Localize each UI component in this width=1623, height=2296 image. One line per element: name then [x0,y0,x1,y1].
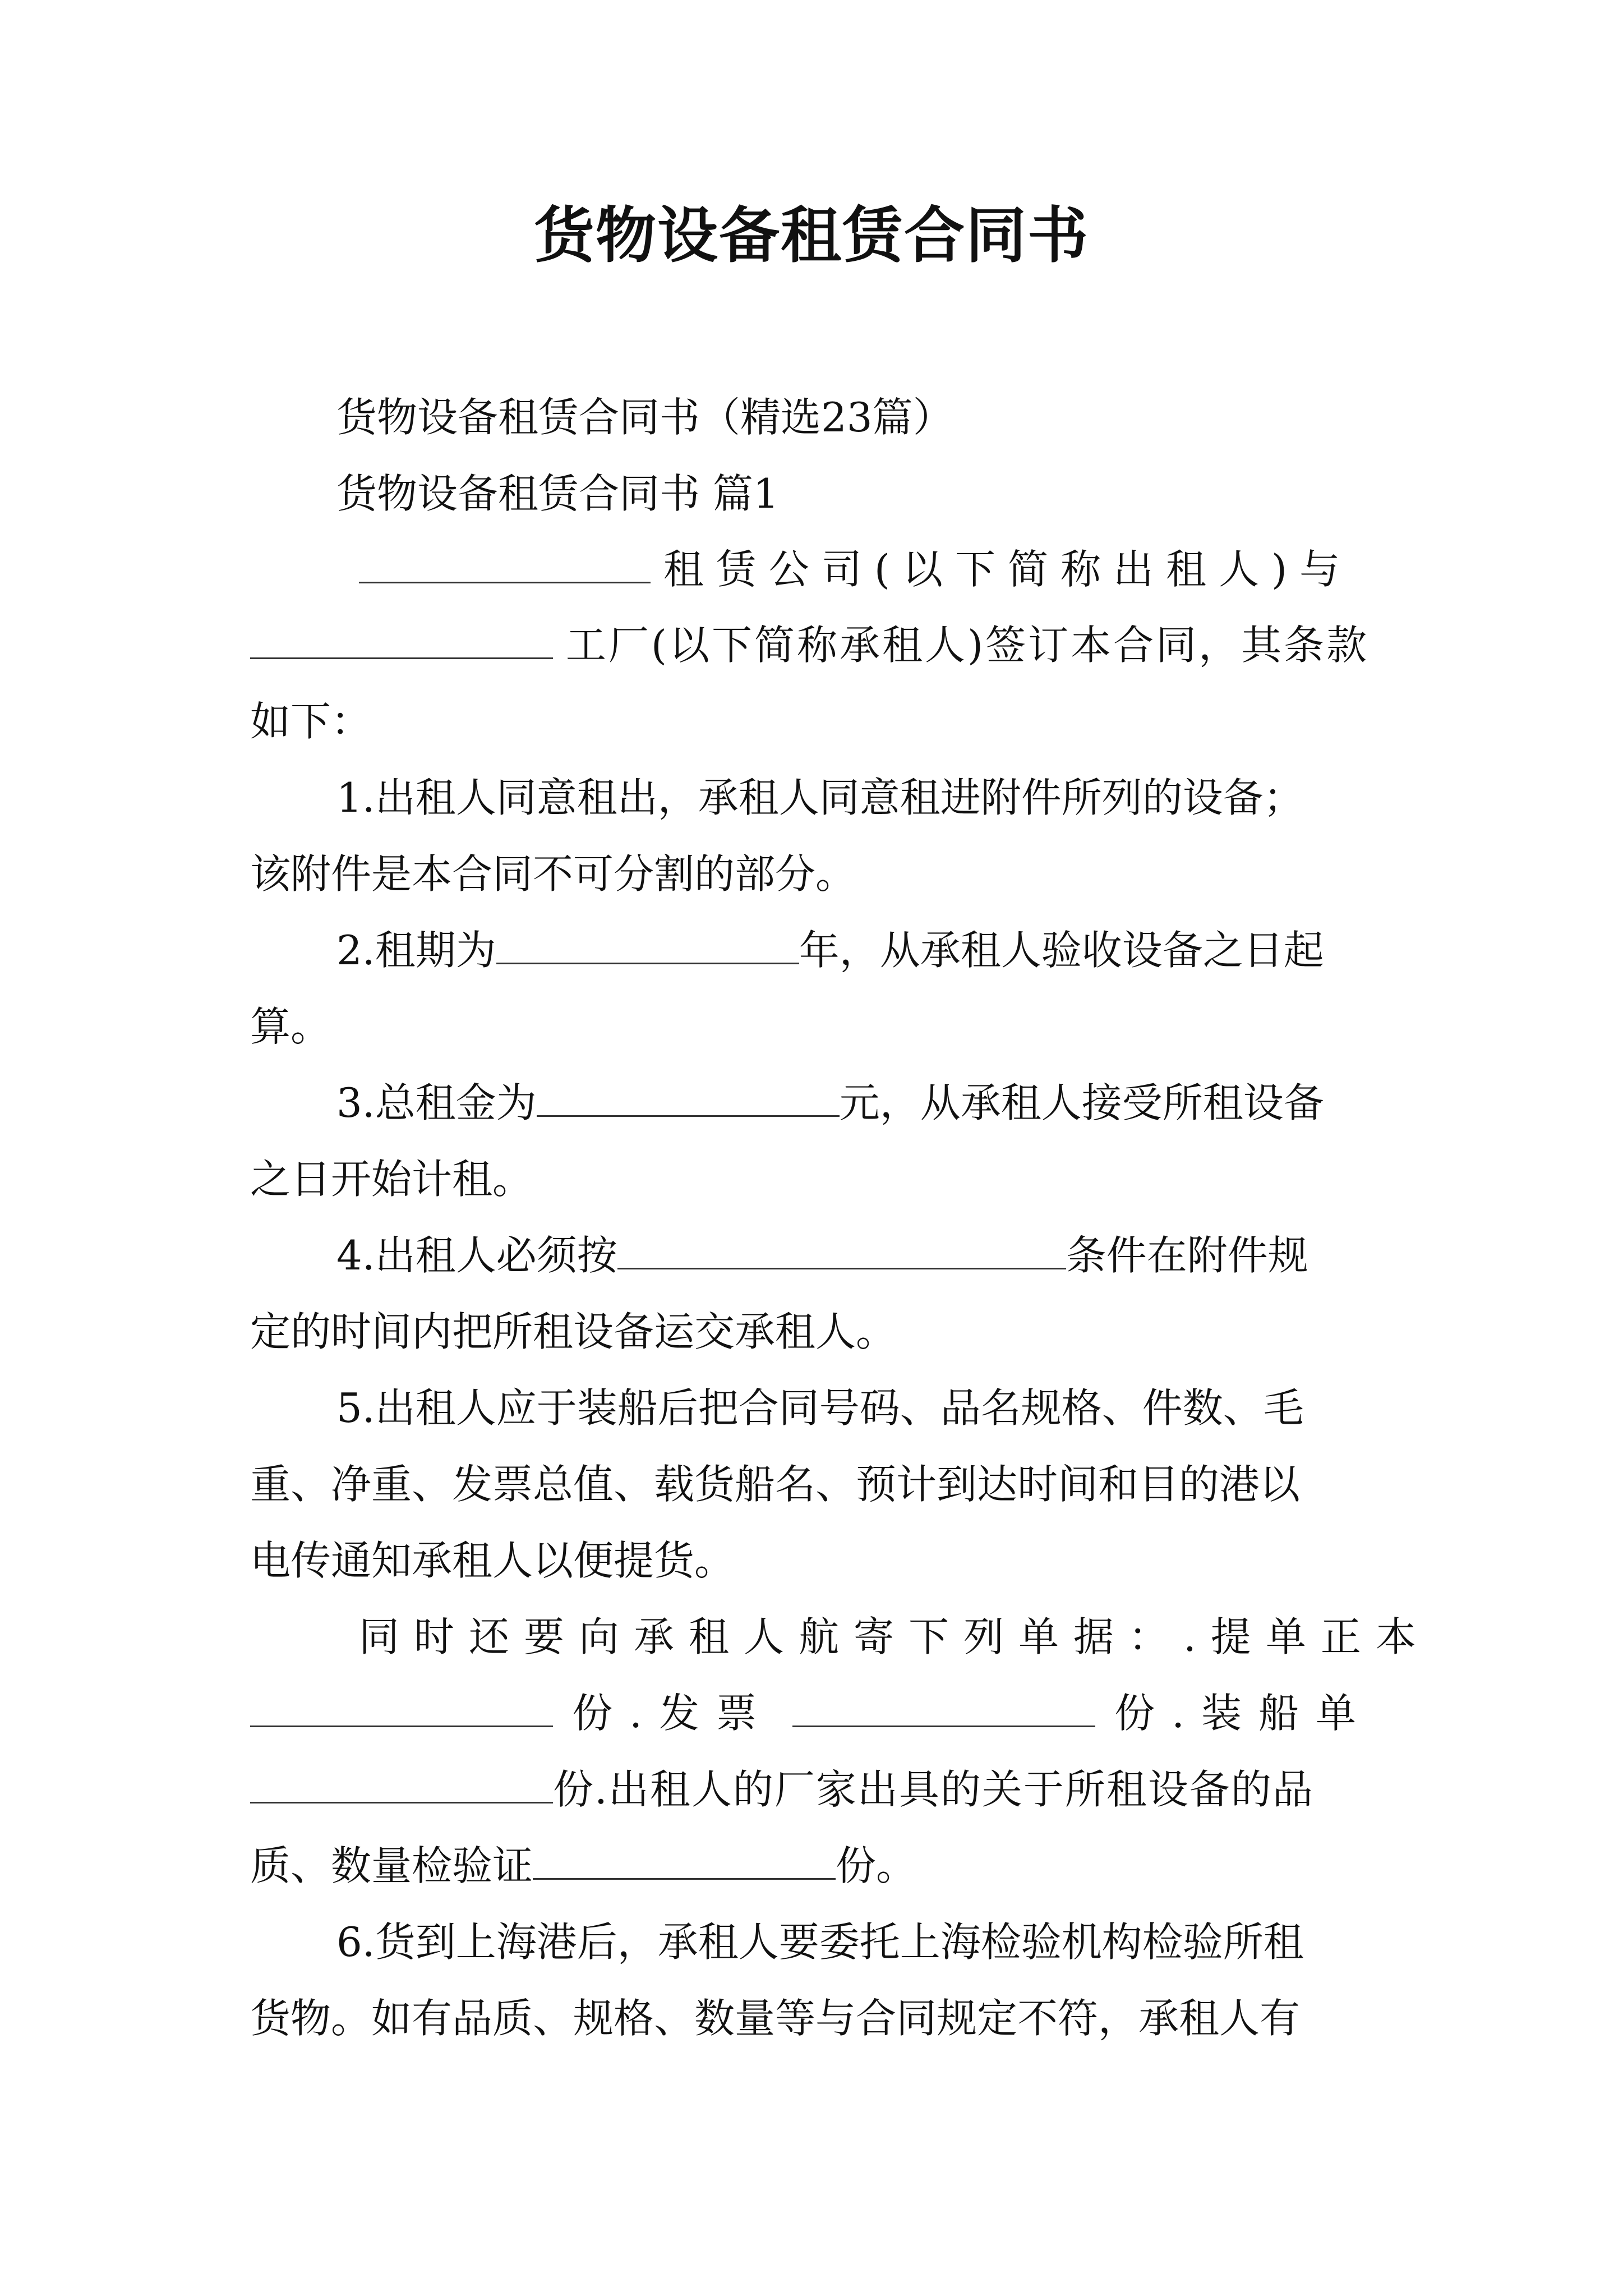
clause-2-prefix: 2.租期为 [336,927,496,974]
preamble-line-2 [250,617,1369,673]
clause-5-line-1: 5.出租人应于装船后把合同号码、品名规格、件数、毛 [336,1384,1304,1432]
document-title: 货物设备租赁合同书 [533,200,1089,271]
preamble-line-3: 如下： [250,698,372,745]
clause-4-prefix: 4.出租人必须按 [336,1232,617,1279]
documents-line-3-text: 份.出租人的厂家出具的关于所租设备的品 [553,1766,1314,1813]
clause-3-suffix: 元，从承租人接受所租设备 [839,1079,1324,1126]
document-subtitle: 货物设备租赁合同书（精选23篇） [336,394,953,441]
clause-2-line-1 [336,922,1324,978]
clause-3-prefix: 3.总租金为 [336,1079,537,1126]
documents-line-3 [250,1761,1314,1818]
blank-invoice-copies [792,1685,1095,1727]
blank-inspection-certificates [533,1838,836,1880]
clause-1-line-1: 1.出租人同意租出，承租人同意租进附件所列的设备； [336,774,1304,821]
clause-4-suffix: 条件在附件规 [1066,1232,1308,1279]
documents-line-2 [250,1685,1373,1741]
clause-5-line-2: 重、净重、发票总值、载货船名、预计到达时间和目的港以 [250,1461,1301,1508]
documents-line-4-suffix: 份。 [836,1842,917,1889]
blank-total-rent [537,1075,840,1117]
clause-2-line-2: 算。 [250,1003,331,1050]
preamble-line-1 [359,541,1352,597]
blank-lessee-name [250,617,553,659]
clause-6-line-2: 货物。如有品质、规格、数量等与合同规定不符，承租人有 [250,1995,1301,2042]
blank-shipping-list [250,1761,553,1803]
clause-5-line-3: 电传通知承租人以便提货。 [250,1537,735,1584]
clause-3-line-2: 之日开始计租。 [250,1156,533,1203]
blank-delivery-terms [617,1227,1066,1269]
documents-line-4-prefix: 质、数量检验证 [250,1842,533,1889]
clause-4-line-2: 定的时间内把所租设备运交承租人。 [250,1308,897,1355]
clause-1-line-2: 该附件是本合同不可分割的部分。 [250,850,856,898]
clause-4-line-1 [336,1227,1308,1283]
documents-line-2-a: 份.发票 [572,1690,773,1737]
clause-3-line-1 [336,1075,1324,1131]
blank-lease-term [496,922,799,964]
documents-line-2-b: 份.装船单 [1114,1690,1373,1737]
preamble-line-2-text: 工厂(以下简称承租人)签订本合同，其条款 [565,622,1370,669]
documents-line-1: 同时还要向承租人航寄下列单据：.提单正本 [359,1613,1431,1660]
documents-line-4 [250,1838,916,1894]
preamble-line-1-text: 租赁公司(以下简称出租人)与 [663,546,1353,593]
clause-6-line-1: 6.货到上海港后，承租人要委托上海检验机构检验所租 [336,1918,1304,1966]
clause-2-suffix: 年，从承租人验收设备之日起 [799,927,1324,974]
section-heading: 货物设备租赁合同书 篇1 [336,470,779,517]
blank-bl-originals [250,1685,553,1727]
blank-lessor-name [359,541,651,583]
